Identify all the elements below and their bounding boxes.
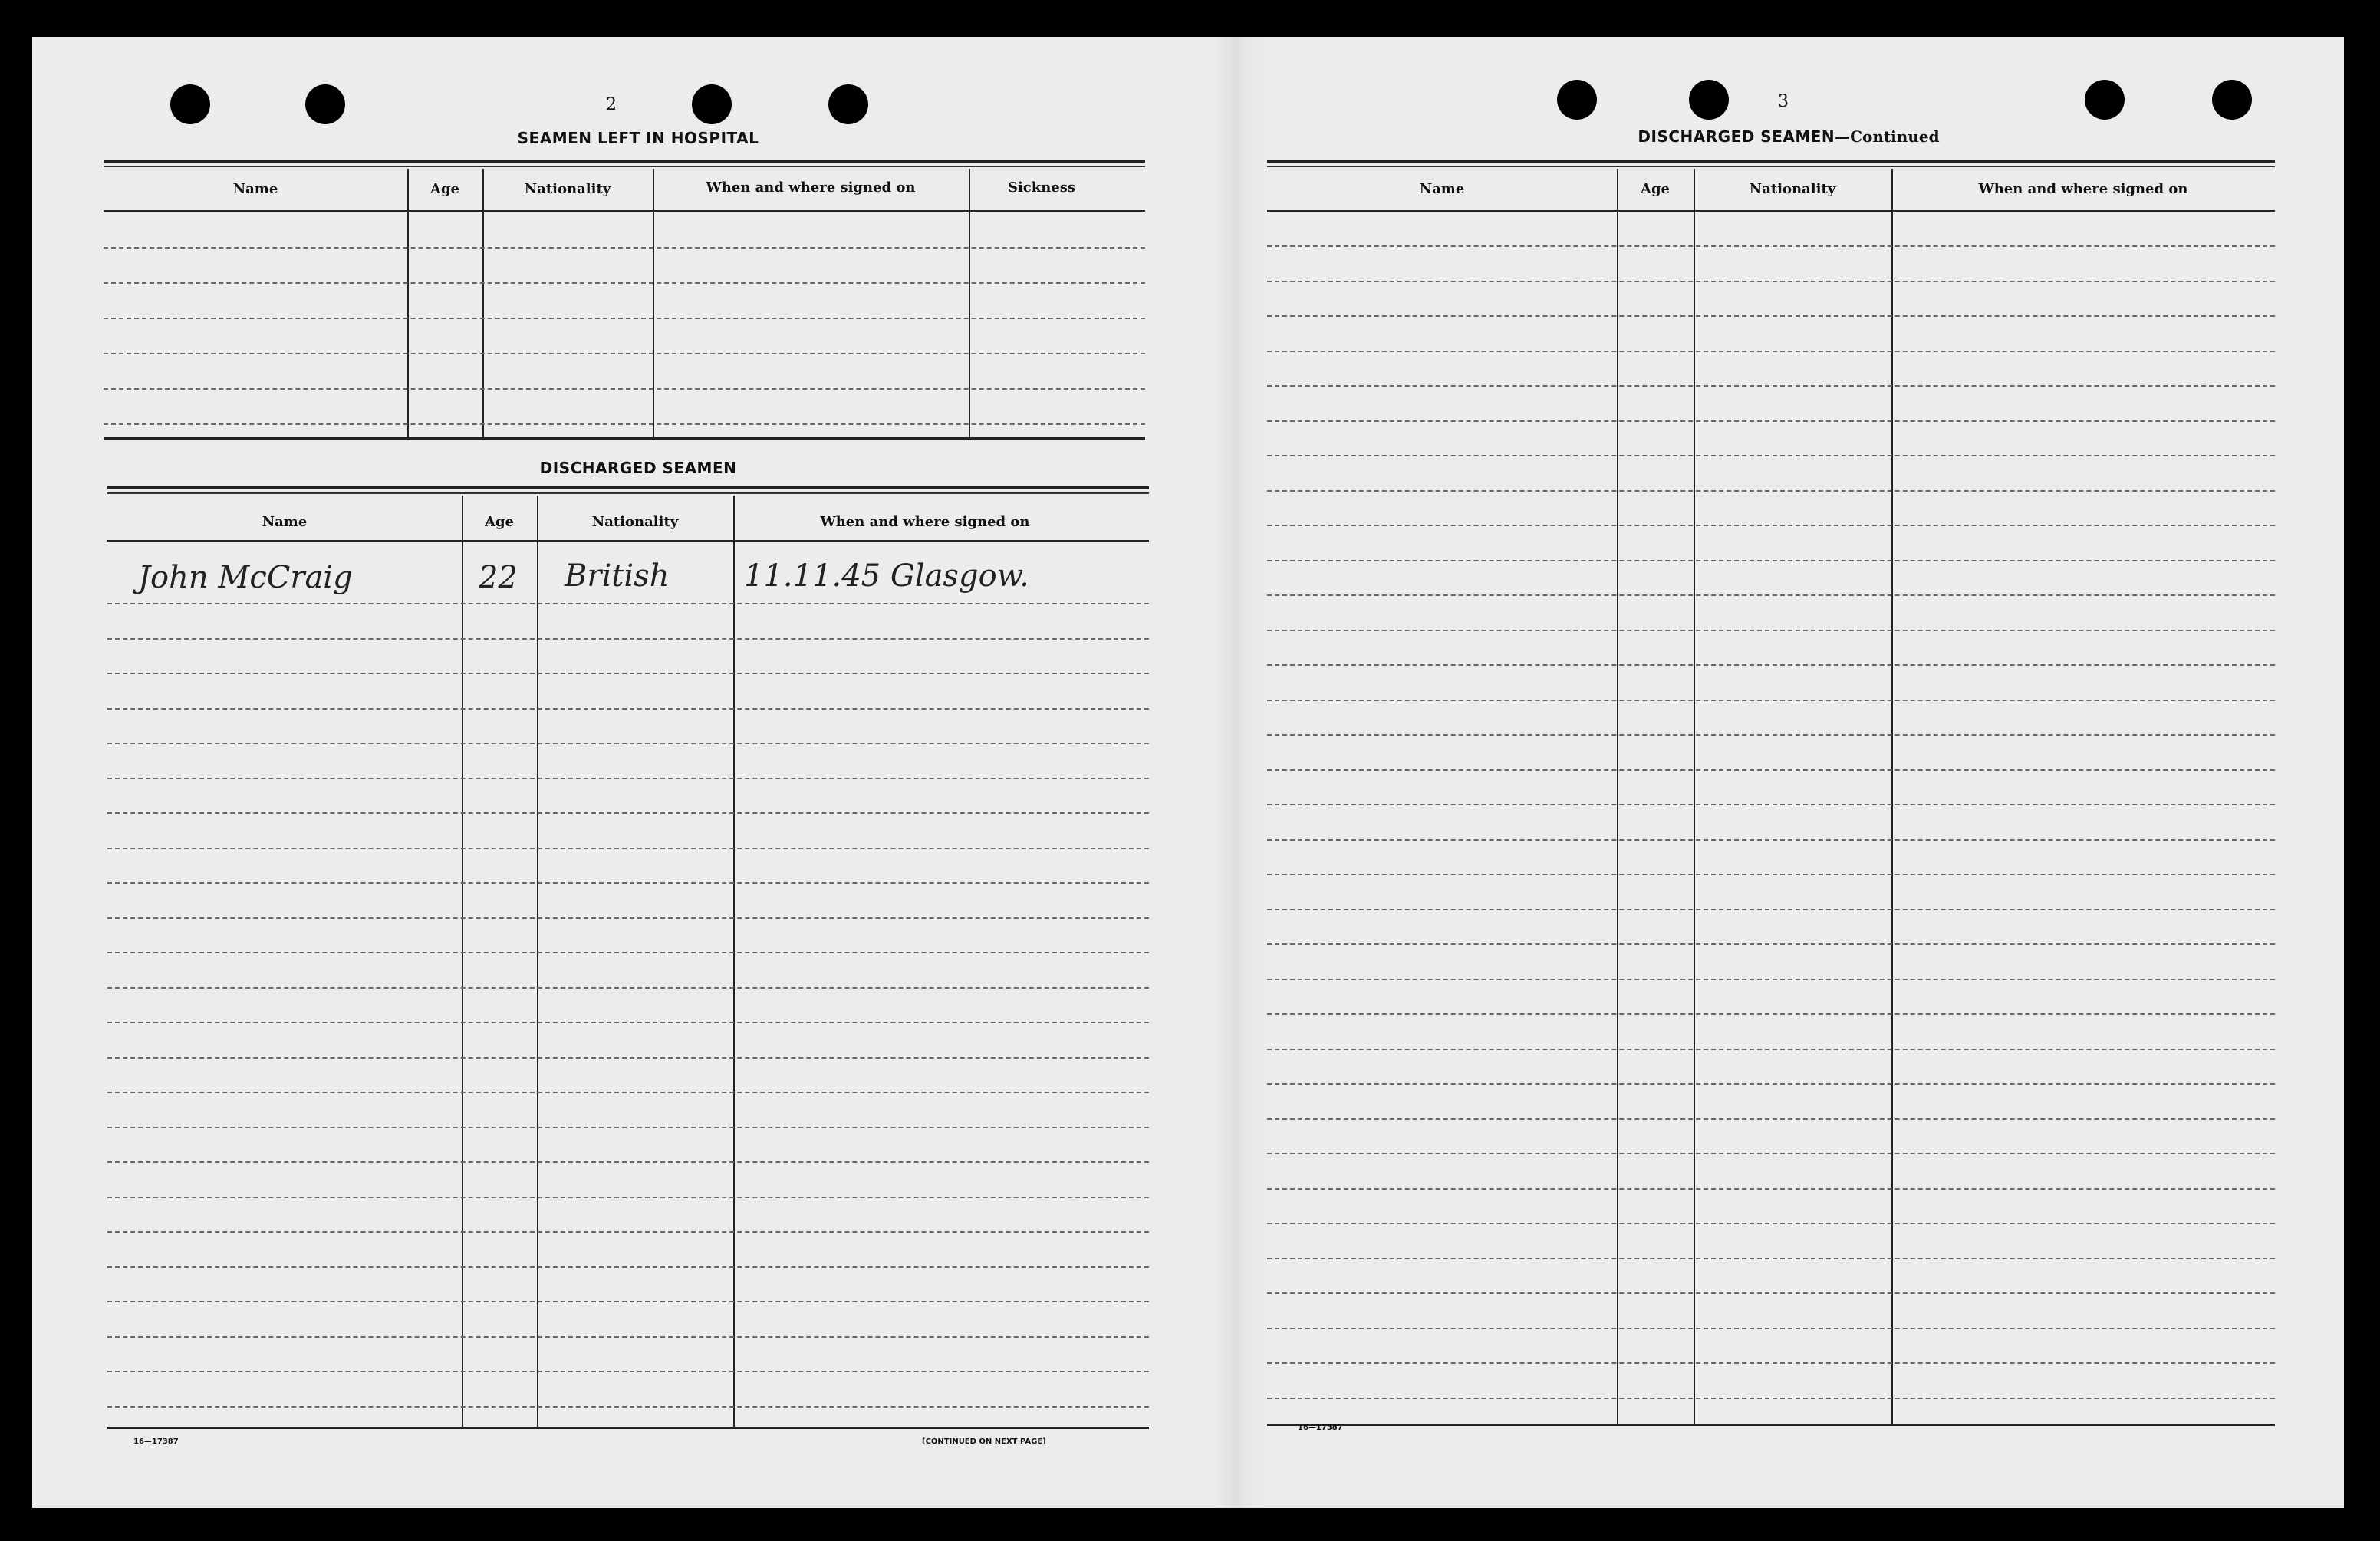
table-row [1267,594,2275,596]
table-row [1267,525,2275,526]
table-row [107,708,1149,710]
table-row [1267,1013,2275,1015]
table-row [107,1266,1149,1268]
table-row [107,1406,1149,1408]
table-row [107,882,1149,884]
table-row [107,778,1149,779]
table-row [107,603,1149,604]
table-row [1267,385,2275,387]
table-row [1267,1258,2275,1259]
table-row [107,1301,1149,1302]
table-row [107,673,1149,674]
table-row [1267,1049,2275,1050]
table-row [107,1231,1149,1233]
table-row [107,1092,1149,1093]
table-row [104,388,1145,390]
column-header-name: Name [262,514,308,530]
table-row [1267,455,2275,456]
column-header-nationality: Nationality [1749,181,1836,197]
table-row [1267,281,2275,282]
column-header-signed-on: When and where signed on [1978,181,2188,197]
discharged-continued-table [1267,160,2275,1464]
table-row [1267,630,2275,631]
table-row [1267,351,2275,352]
table-row [104,423,1145,425]
table-row [107,1371,1149,1372]
column-header-name: Name [232,181,278,197]
table-row [104,282,1145,284]
hospital-section-title: SEAMEN LEFT IN HOSPITAL [517,129,759,147]
page-number: 3 [1778,92,1789,111]
table-row [1267,1223,2275,1224]
table-row [1267,560,2275,561]
page-fold [1213,37,1267,1508]
discharged-table [107,486,1149,1464]
document-sheet [32,37,2344,1508]
left-page [32,37,1213,1508]
entry-nationality: British [565,558,670,594]
table-row [1267,909,2275,910]
table-row [107,848,1149,849]
column-header-sickness: Sickness [1007,179,1076,196]
table-row [1267,490,2275,492]
table-row [1267,874,2275,875]
column-header-signed-on: When and where signed on [706,179,916,196]
table-row [107,1127,1149,1128]
title-continued: —Continued [1835,127,1940,146]
table-row [107,917,1149,919]
form-number: 16—17387 [133,1437,179,1446]
table-row [104,353,1145,354]
entry-signed-on: 11.11.45 Glasgow. [744,558,1029,594]
table-row [1267,943,2275,945]
entry-name: John McCraig [138,560,353,595]
table-row [1267,1328,2275,1329]
table-row [1267,769,2275,771]
table-row [107,1336,1149,1338]
form-number: 16—17387 [1298,1424,1343,1432]
table-row [107,1197,1149,1198]
table-row [1267,315,2275,317]
table-row [1267,1398,2275,1399]
table-row [1267,1153,2275,1154]
page-number: 2 [606,95,617,114]
table-row [107,987,1149,989]
table-row [1267,700,2275,701]
table-row [104,247,1145,249]
table-row [1267,734,2275,736]
column-header-nationality: Nationality [524,181,611,197]
column-header-nationality: Nationality [591,514,679,530]
table-row [1267,420,2275,422]
table-row [107,638,1149,640]
column-header-age: Age [430,181,459,197]
continued-note: [CONTINUED ON NEXT PAGE] [922,1437,1046,1446]
column-header-name: Name [1419,181,1465,197]
table-row [107,1161,1149,1163]
table-row [107,952,1149,953]
column-header-age: Age [1640,181,1670,197]
table-row [107,743,1149,744]
table-row [107,1057,1149,1059]
table-row [1267,839,2275,841]
table-row [1267,1362,2275,1364]
table-row [1267,664,2275,666]
entry-age: 22 [479,560,518,595]
table-row [107,1022,1149,1023]
hospital-table [104,160,1145,440]
table-row [1267,1118,2275,1120]
right-page [1267,37,2344,1508]
table-row [1267,1292,2275,1294]
table-row [1267,245,2275,247]
table-row [107,812,1149,814]
table-row [1267,1083,2275,1085]
table-row [104,318,1145,319]
discharged-continued-title [1559,127,2019,146]
column-header-signed-on: When and where signed on [820,514,1030,530]
discharged-section-title: DISCHARGED SEAMEN [539,459,737,477]
table-row [1267,804,2275,805]
title-main: DISCHARGED SEAMEN [1638,127,1835,146]
table-row [1267,1188,2275,1190]
table-row [1267,979,2275,980]
column-header-age: Age [484,514,514,530]
